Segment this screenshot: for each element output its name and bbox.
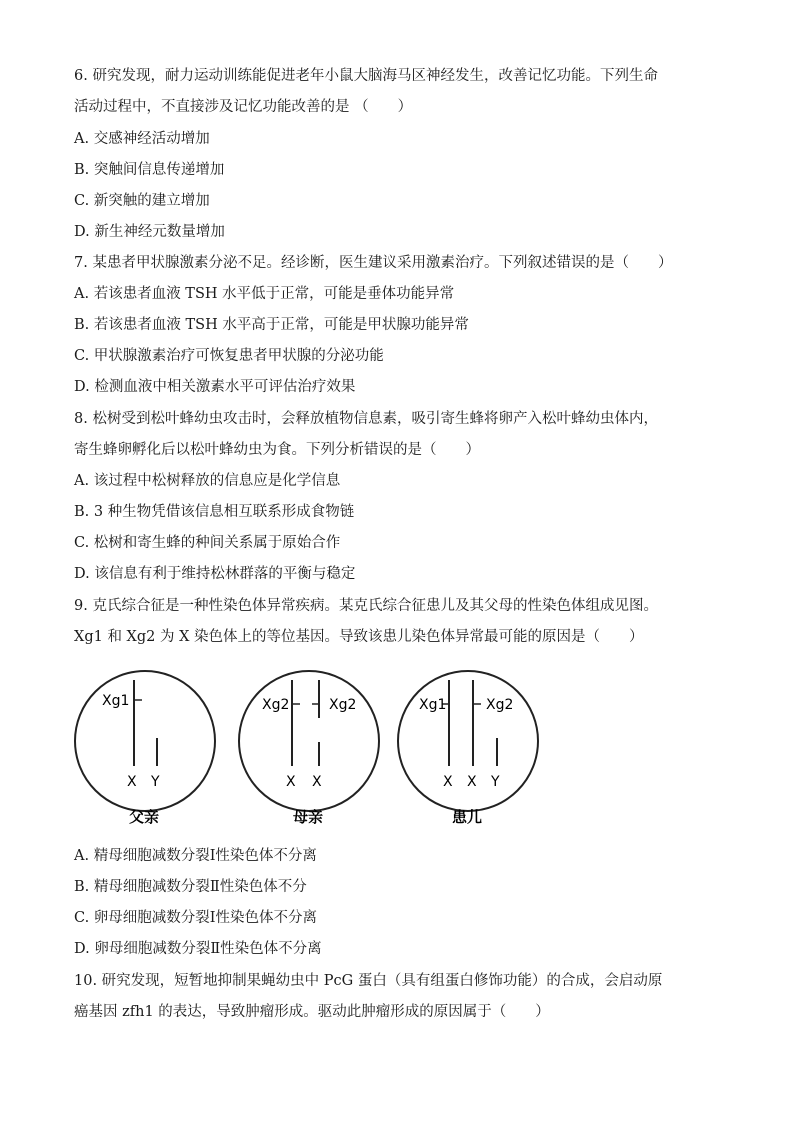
q7-option-b: B. 若该患者血液 TSH 水平高于正常，可能是甲状腺功能异常: [74, 317, 469, 333]
q6-option-d: D. 新生神经元数量增加: [74, 224, 225, 240]
q6-stem-line1: 6. 研究发现，耐力运动训练能促进老年小鼠大脑海马区神经发生，改善记忆功能。下列生命: [74, 68, 658, 84]
mother-caption: 母亲: [293, 808, 324, 826]
q9-stem-line1: 9. 克氏综合征是一种性染色体异常疾病。某克氏综合征患儿及其父母的性染色体组成见图。: [74, 598, 658, 614]
child-cell: [398, 671, 538, 826]
child-caption: 患儿: [452, 808, 483, 826]
child-gene-right-label: Xg2: [486, 697, 514, 713]
q7-option-c: C. 甲状腺激素治疗可恢复患者甲状腺的分泌功能: [74, 348, 384, 364]
q9-option-c: C. 卵母细胞减数分裂Ⅰ性染色体不分离: [74, 910, 318, 926]
q7-option-a: A. 若该患者血液 TSH 水平低于正常，可能是垂体功能异常: [74, 286, 455, 302]
q10-stem-line2: 癌基因 zfh1 的表达，导致肿瘤形成。驱动此肿瘤形成的原因属于（ ）: [74, 1004, 550, 1020]
q6-stem-line2: 活动过程中，不直接涉及记忆功能改善的是 （ ）: [74, 99, 413, 115]
child-cell-circle: [398, 671, 538, 811]
mother-cell-circle: [239, 671, 379, 811]
mother-gene-left-label: Xg2: [262, 697, 290, 713]
q10-stem-line1: 10. 研究发现，短暂地抑制果蝇幼虫中 PcG 蛋白（具有组蛋白修饰功能）的合成，会启动原: [74, 973, 663, 989]
mother-gene-right-label: Xg2: [329, 697, 357, 713]
q9-option-b: B. 精母细胞减数分裂Ⅱ性染色体不分: [74, 879, 307, 895]
father-gene-label: Xg1: [102, 693, 130, 709]
mother-chrom1-label: X: [286, 774, 296, 790]
child-gene-left-label: Xg1: [419, 697, 447, 713]
q8-option-d: D. 该信息有利于维持松林群落的平衡与稳定: [74, 566, 356, 582]
child-chrom3-label: Y: [491, 774, 500, 790]
q6-option-a: A. 交感神经活动增加: [74, 131, 210, 147]
q6-option-c: C. 新突触的建立增加: [74, 193, 210, 209]
chromosome-figure: [72, 668, 552, 834]
q9-stem-line2: Xg1 和 Xg2 为 X 染色体上的等位基因。导致该患儿染色体异常最可能的原因是（ ）: [74, 629, 644, 645]
q9-option-d: D. 卵母细胞减数分裂Ⅱ性染色体不分离: [74, 941, 322, 957]
q8-option-a: A. 该过程中松树释放的信息应是化学信息: [74, 473, 341, 489]
father-cell-circle: [75, 671, 215, 811]
father-chrom2-label: Y: [151, 774, 160, 790]
father-chrom1-label: X: [127, 774, 137, 790]
q7-stem-line1: 7. 某患者甲状腺激素分泌不足。经诊断，医生建议采用激素治疗。下列叙述错误的是（ ）: [74, 255, 673, 271]
q8-option-b: B. 3 种生物凭借该信息相互联系形成食物链: [74, 504, 355, 520]
father-cell: [75, 671, 215, 826]
q6-option-b: B. 突触间信息传递增加: [74, 162, 225, 178]
q8-stem-line1: 8. 松树受到松叶蜂幼虫攻击时，会释放植物信息素，吸引寄生蜂将卵产入松叶蜂幼虫体内，: [74, 411, 658, 427]
q7-option-d: D. 检测血液中相关激素水平可评估治疗效果: [74, 379, 356, 395]
father-caption: 父亲: [129, 808, 160, 826]
child-chrom1-label: X: [443, 774, 453, 790]
q8-stem-line2: 寄生蜂卵孵化后以松叶蜂幼虫为食。下列分析错误的是（ ）: [74, 442, 480, 458]
q8-option-c: C. 松树和寄生蜂的种间关系属于原始合作: [74, 535, 341, 551]
mother-cell: [239, 671, 379, 826]
child-chrom2-label: X: [467, 774, 477, 790]
q9-option-a: A. 精母细胞减数分裂Ⅰ性染色体不分离: [74, 848, 317, 864]
mother-chrom2-label: X: [312, 774, 322, 790]
